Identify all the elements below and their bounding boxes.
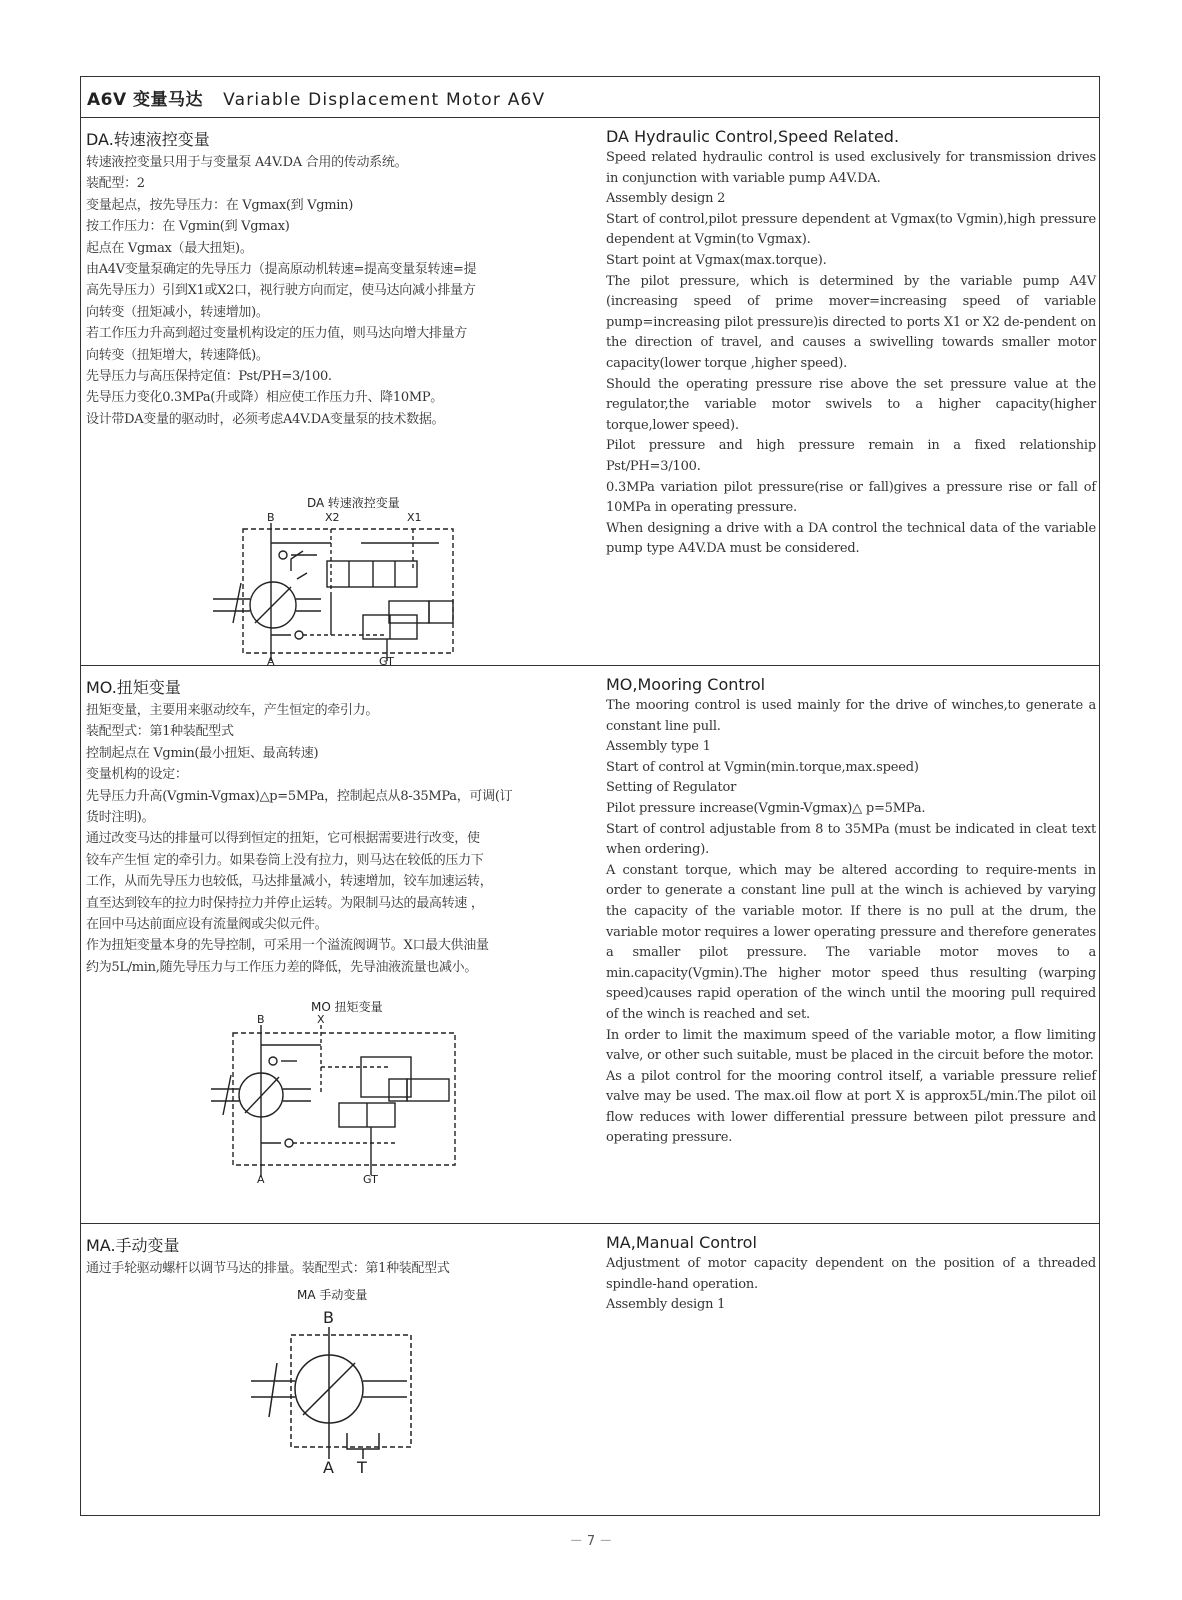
da-cn-line: 变量起点，按先导压力：在 Vgmax(到 Vgmin) — [86, 197, 353, 213]
page-frame — [80, 76, 1100, 1516]
section-da — [81, 117, 1099, 666]
mo-diagram — [211, 995, 511, 1185]
ma-body-cn — [86, 1258, 574, 1279]
da-body-cn — [86, 152, 574, 430]
da-port-a: A — [267, 655, 275, 668]
page-title — [87, 85, 545, 110]
ma-diagram-caption: MA 手动变量 — [297, 1288, 368, 1302]
section-ma — [81, 1223, 1099, 1517]
da-port-gt: GT — [379, 655, 394, 668]
mo-en-paragraph: The mooring control is used mainly for the drive of winches,to generate a constant line pull. — [606, 698, 1096, 734]
da-cn-line: 设计带DA变量的驱动时，必须考虑A4V.DA变量泵的技术数据。 — [86, 411, 445, 427]
mo-en-paragraph: In order to limit the maximum speed of the variable motor, a flow limiting valve, or other such suitable, must be placed in the circuit before the motor. — [606, 1027, 1096, 1064]
da-cn-line: 起点在 Vgmax（最大扭矩)。 — [86, 240, 253, 256]
da-en-paragraph: 0.3MPa variation pilot pressure(rise or fall)gives a pressure rise or fall of 10MPa in operating pressure. — [606, 479, 1096, 516]
section-mo — [81, 665, 1099, 1224]
mo-cn-line: 扭矩变量，主要用来驱动绞车，产生恒定的牵引力。 — [86, 703, 379, 718]
da-en-paragraph: Assembly design 2 — [606, 191, 726, 207]
da-diagram — [211, 483, 511, 668]
da-heading-cn: DA.转速液控变量 — [86, 130, 210, 149]
mo-cn-line: 约为5L/min,随先导压力与工作压力差的降低，先导油液流量也减小。 — [86, 959, 478, 975]
mo-en-paragraph: As a pilot control for the mooring control itself, a variable pressure relief valve may be used. The max.oil flow at port X is approx5L/min.The pilot oil flow reduces with lower differential pressure between pilot pressure and operating pressure. — [606, 1068, 1096, 1146]
ma-diagram — [251, 1283, 431, 1477]
mo-cn-line: 先导压力升高(Vgmin-Vgmax)△p=5MPa，控制起点从8-35MPa，可调(订 — [86, 788, 513, 804]
mo-body-en — [606, 696, 1096, 1149]
da-en-column — [606, 117, 1096, 560]
da-cn-line: 按工作压力：在 Vgmin(到 Vgmax) — [86, 219, 290, 235]
ma-port-t: T — [357, 1458, 367, 1477]
da-cn-column — [86, 117, 574, 430]
mo-cn-column — [86, 665, 574, 978]
da-cn-line: 向转变（扭矩减小，转速增加)。 — [86, 304, 269, 320]
title-cn: A6V 变量马达 — [87, 90, 204, 110]
da-cn-line: 转速液控变量只用于与变量泵 A4V.DA 合用的传动系统。 — [86, 155, 408, 170]
ma-port-b: B — [323, 1308, 334, 1327]
mo-en-paragraph: A constant torque, which may be altered according to require-ments in order to generate a constant line pull at the winch is achieved by varying the capacity of the variable motor. If there is no pull at the drum, the variable motor requires a lower operating pressure and therefore generates a smaller pilot pressure. The variable motor moves to a min.capacity(Vgmin).The higher motor speed thus resulting (warping speed)causes rapid operation of the winch until the mooring pull required of the winch is reached and set. — [606, 862, 1096, 1022]
mo-port-b: B — [257, 1013, 265, 1026]
mo-cn-line: 通过改变马达的排量可以得到恒定的扭矩，它可根据需要进行改变，使 — [86, 831, 480, 847]
da-en-paragraph: Should the operating pressure rise above the set pressure value at the regulator,the variable motor swivels to a higher capacity(higher torque,lower speed). — [606, 376, 1096, 433]
mo-cn-line: 控制起点在 Vgmin(最小扭矩、最高转速) — [86, 745, 319, 761]
mo-port-a: A — [257, 1173, 265, 1186]
mo-en-paragraph: Assembly type 1 — [606, 739, 711, 755]
da-en-paragraph: Pilot pressure and high pressure remain in a fixed relationship Pst/PH=3/100. — [606, 438, 1096, 474]
mo-heading-cn: MO.扭矩变量 — [86, 678, 181, 697]
da-cn-line: 装配型：2 — [86, 176, 145, 192]
da-en-paragraph: Start of control,pilot pressure dependent at Vgmax(to Vgmin),high pressure dependent at Vgmin(to Vgmax). — [606, 211, 1096, 248]
mo-en-paragraph: Setting of Regulator — [606, 780, 737, 796]
mo-port-gt: GT — [363, 1173, 378, 1186]
da-diagram-caption: DA 转速液控变量 — [307, 496, 400, 510]
ma-port-a: A — [323, 1458, 334, 1477]
da-cn-line: 先导压力与高压保持定值：Pst/PH=3/100. — [86, 369, 332, 385]
mo-en-paragraph: Start of control at Vgmin(min.torque,max.speed) — [606, 759, 919, 775]
mo-cn-line: 装配型式：第1种装配型式 — [86, 724, 234, 740]
ma-heading-en: MA,Manual Control — [606, 1233, 757, 1252]
mo-cn-line: 在回中马达前面应设有流量阀或尖似元件。 — [86, 917, 328, 933]
ma-en-column — [606, 1223, 1096, 1316]
da-en-paragraph: The pilot pressure, which is determined by the variable pump A4V (increasing speed of prime mover=increasing speed of variable pump=increasing pilot pressure)is directed to ports X1 or X2 de-pendent on the direction of travel, and causes a swivelling towards smaller motor capacity(lower torque ,higher speed). — [606, 273, 1096, 371]
ma-body-en — [606, 1254, 1096, 1316]
mo-cn-line: 作为扭矩变量本身的先导控制，可采用一个溢流阀调节。X口最大供油量 — [86, 938, 489, 954]
da-cn-line: 先导压力变化0.3MPa(升或降）相应使工作压力升、降10MP。 — [86, 390, 443, 406]
da-heading-en: DA Hydraulic Control,Speed Related. — [606, 127, 900, 146]
mo-en-paragraph: Pilot pressure increase(Vgmin-Vgmax)△ p=5MPa. — [606, 800, 926, 816]
page-number: － 7 － — [569, 1534, 613, 1549]
da-body-en — [606, 148, 1096, 560]
ma-heading-cn: MA.手动变量 — [86, 1236, 180, 1255]
da-en-paragraph: When designing a drive with a DA control the technical data of the variable pump type A4V.DA must be considered. — [606, 520, 1096, 557]
ma-en-paragraph: Assembly design 1 — [606, 1297, 726, 1313]
ma-en-paragraph: Adjustment of motor capacity dependent on the position of a threaded spindle-hand operation. — [606, 1256, 1096, 1292]
da-port-x1: X1 — [407, 511, 422, 524]
da-cn-line: 向转变（扭矩增大，转速降低)。 — [86, 347, 269, 363]
da-port-x2: X2 — [325, 511, 340, 524]
da-cn-line: 若工作压力升高到超过变量机构设定的压力值，则马达向增大排量方 — [86, 326, 468, 342]
mo-cn-line: 变量机构的设定： — [86, 767, 188, 783]
mo-heading-en: MO,Mooring Control — [606, 675, 766, 694]
mo-body-cn — [86, 700, 574, 978]
mo-cn-line: 铰车产生恒 定的牵引力。如果卷筒上没有拉力，则马达在较低的压力下 — [86, 852, 484, 868]
mo-cn-line: 货时注明)。 — [86, 810, 155, 826]
ma-cn-line: 通过手轮驱动螺杆以调节马达的排量。装配型式：第1种装配型式 — [86, 1261, 450, 1276]
mo-cn-line: 工作，从而先导压力也较低，马达排量减小，转速增加，铰车加速运转， — [86, 874, 493, 890]
da-cn-line: 由A4V变量泵确定的先导压力（提高原动机转速=提高变量泵转速=提 — [86, 262, 477, 278]
mo-diagram-caption: MO 扭矩变量 — [311, 1000, 383, 1014]
da-en-paragraph: Speed related hydraulic control is used exclusively for transmission drives in conjunction with variable pump A4V.DA. — [606, 150, 1096, 186]
da-en-paragraph: Start point at Vgmax(max.torque). — [606, 252, 827, 268]
mo-en-paragraph: Start of control adjustable from 8 to 35MPa (must be indicated in cleat text when ordering). — [606, 821, 1096, 858]
mo-port-x: X — [317, 1013, 325, 1026]
title-en: Variable Displacement Motor A6V — [223, 90, 546, 110]
page-header — [81, 77, 1099, 118]
da-cn-line: 高先导压力）引到X1或X2口，视行驶方向而定，使马达向减小排量方 — [86, 283, 476, 299]
ma-cn-column — [86, 1223, 574, 1279]
mo-en-column — [606, 665, 1096, 1149]
mo-cn-line: 直至达到铰车的拉力时保持拉力并停止运转。为限制马达的最高转速 ， — [86, 895, 484, 911]
da-port-b: B — [267, 511, 275, 524]
